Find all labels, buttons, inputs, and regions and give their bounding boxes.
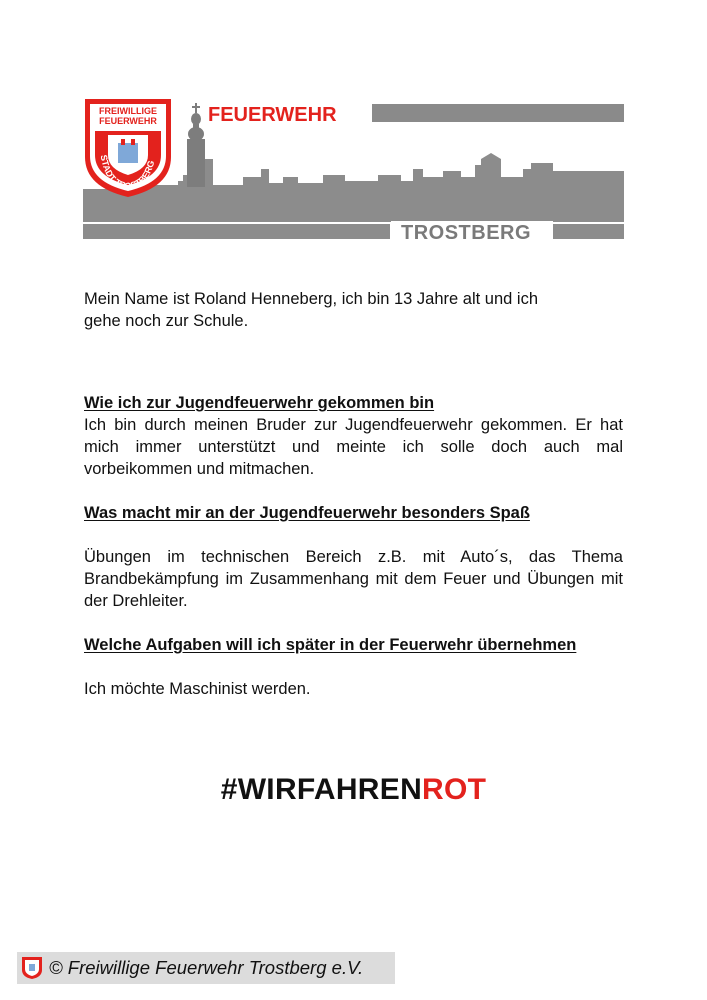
bottom-band-right bbox=[553, 224, 624, 239]
section-3-text: Ich möchte Maschinist werden. bbox=[84, 680, 311, 698]
section-2-text: Übungen im technischen Bereich z.B. mit Auto´s, das Thema Brandbekämpfung im Zusammenhang mit dem Feuer und Übungen mit der Drehleiter. bbox=[84, 548, 623, 610]
top-band bbox=[372, 104, 624, 122]
logo-line2: FEUERWEHR bbox=[99, 116, 157, 126]
main-content bbox=[84, 288, 623, 700]
fire-brigade-logo bbox=[85, 99, 171, 197]
section-3-heading: Welche Aufgaben will ich später in der Feuerwehr übernehmen bbox=[84, 636, 577, 654]
intro-paragraph bbox=[84, 288, 623, 332]
bottom-band bbox=[83, 224, 390, 239]
hashtag-red-part: ROT bbox=[422, 773, 487, 806]
header-graphic bbox=[83, 97, 624, 242]
section-2-heading: Was macht mir an der Jugendfeuerwehr besonders Spaß bbox=[84, 504, 530, 522]
header-subtitle: TROSTBERG bbox=[401, 222, 532, 242]
intro-line-1: Mein Name ist Roland Henneberg, ich bin 13 Jahre alt und ich bbox=[84, 290, 539, 308]
footer-text: © Freiwillige Feuerwehr Trostberg e.V. bbox=[49, 957, 364, 978]
church-tower bbox=[187, 103, 205, 187]
header-banner bbox=[83, 97, 624, 242]
logo-arc-text: STADT TROSTBERG bbox=[98, 154, 157, 192]
footer-shield-icon bbox=[21, 956, 43, 980]
middle-band bbox=[83, 201, 624, 222]
footer-copyright bbox=[17, 952, 395, 984]
hashtag-black-part: #WIRFAHREN bbox=[220, 773, 423, 806]
section-1-text: Ich bin durch meinen Bruder zur Jugendfeuerwehr gekommen. Er hat mich immer unterstützt und meinte ich solle doch auch mal vorbeikommen und mitmachen. bbox=[84, 416, 623, 478]
intro-line-2: gehe noch zur Schule. bbox=[84, 312, 249, 330]
hashtag-slogan bbox=[0, 773, 707, 807]
logo-castle-icon bbox=[118, 143, 138, 163]
section-1-heading: Wie ich zur Jugendfeuerwehr gekommen bin bbox=[84, 394, 435, 412]
logo-line1: FREIWILLIGE bbox=[99, 106, 157, 116]
header-title: FEUERWEHR bbox=[208, 104, 337, 126]
